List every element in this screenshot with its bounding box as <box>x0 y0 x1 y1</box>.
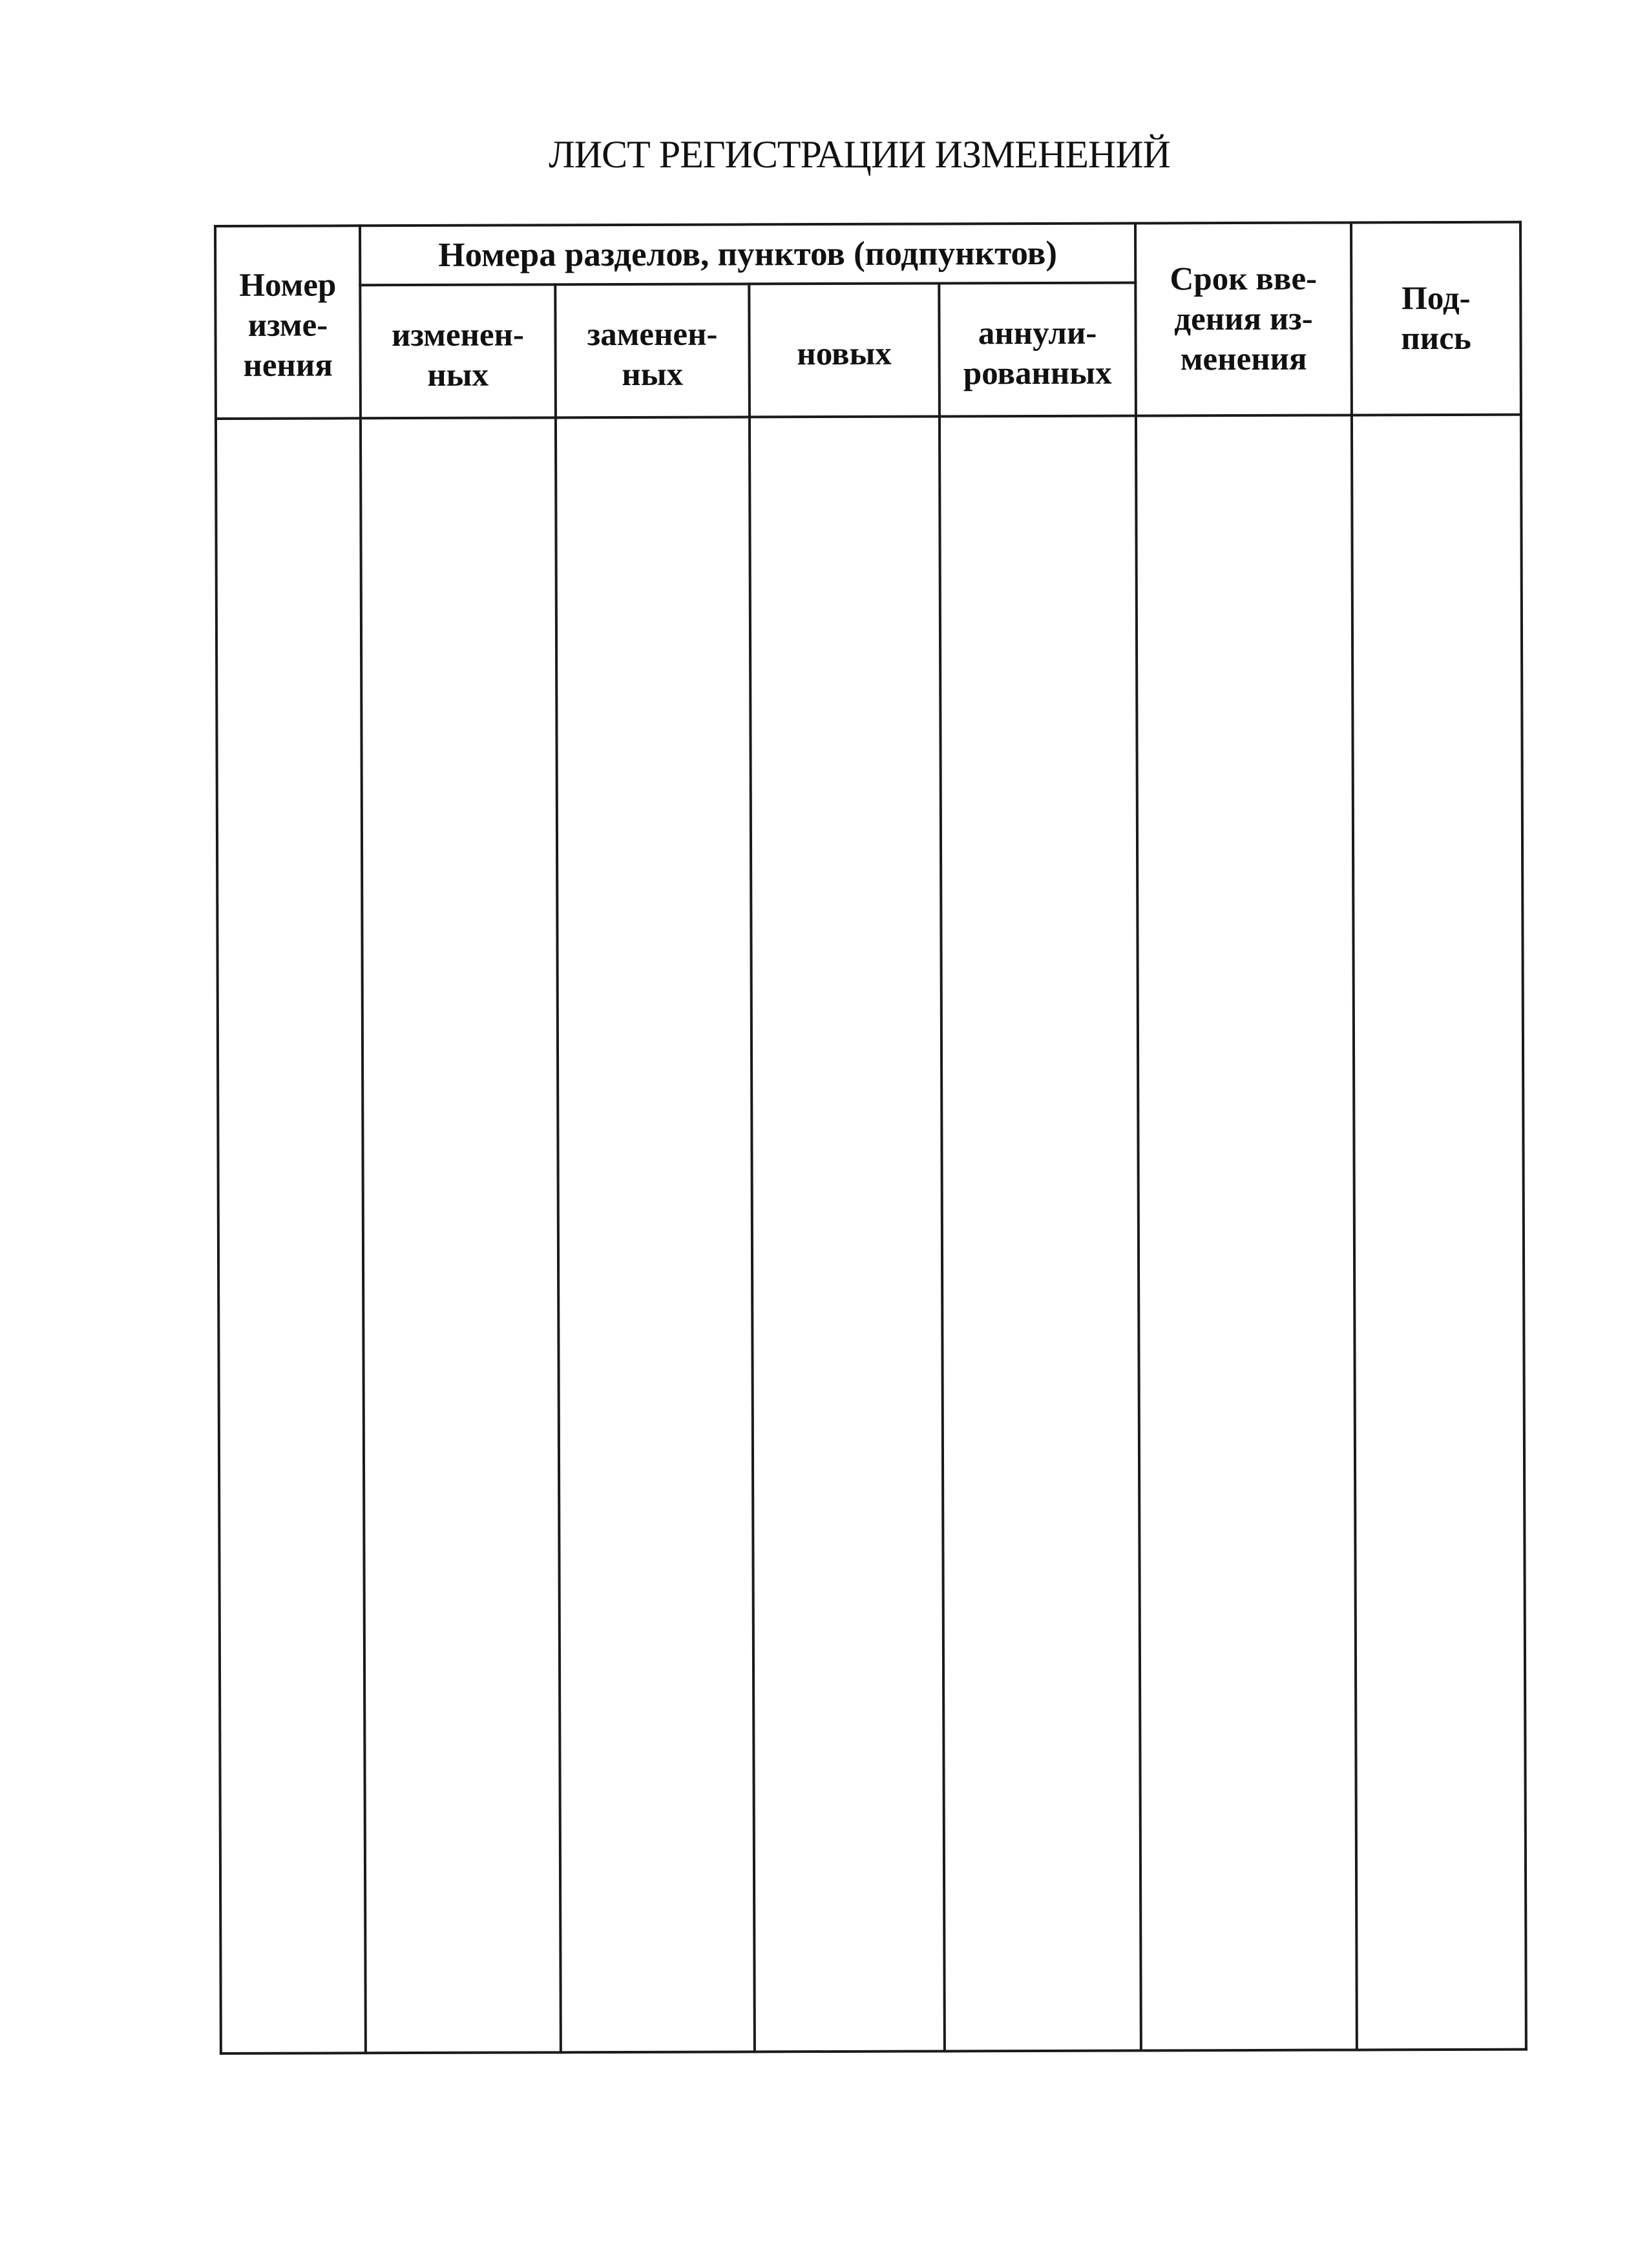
body-cell-annulled[interactable] <box>940 416 1141 2052</box>
header-group-section-numbers: Номера разделов, пунктов (подпунктов) <box>360 224 1135 286</box>
body-cell-introduction-date[interactable] <box>1136 415 1357 2050</box>
change-registration-table <box>214 221 1528 2055</box>
table-body-row <box>216 415 1526 2053</box>
header-replaced: заменен- ных <box>555 284 750 417</box>
body-cell-new[interactable] <box>750 416 945 2052</box>
header-changed: изменен- ных <box>360 284 556 418</box>
body-cell-change-number[interactable] <box>216 418 366 2053</box>
header-annulled: аннули- рованных <box>939 283 1136 417</box>
page-title: ЛИСТ РЕГИСТРАЦИИ ИЗМЕНЕНИЙ <box>549 133 1170 176</box>
body-cell-replaced[interactable] <box>556 417 755 2052</box>
header-change-number: Номер изме- нения <box>215 226 361 419</box>
header-row-1 <box>215 222 1520 286</box>
header-introduction-date: Срок вве- дения из- менения <box>1135 222 1352 415</box>
header-new: новых <box>749 283 940 417</box>
body-cell-changed[interactable] <box>361 417 561 2053</box>
header-signature: Под- пись <box>1351 222 1521 415</box>
body-cell-signature[interactable] <box>1352 415 1526 2050</box>
